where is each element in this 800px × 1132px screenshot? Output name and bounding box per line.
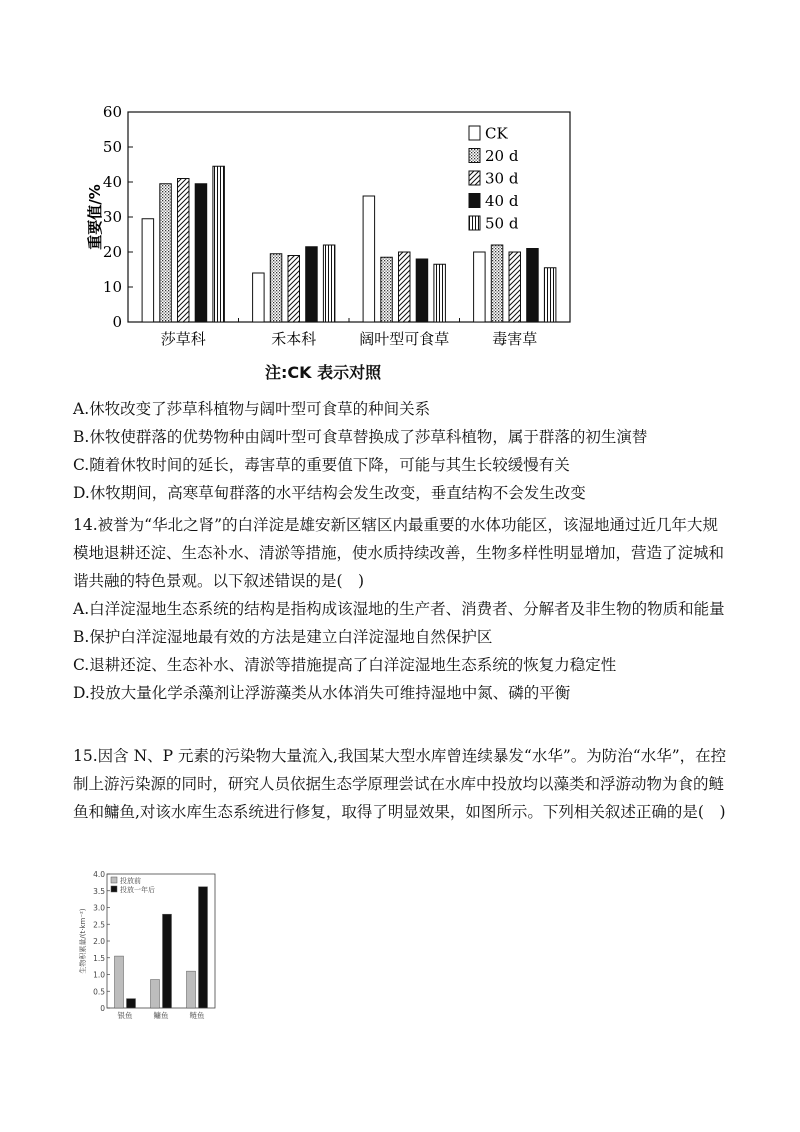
bar-银鱼-投放一年后 [127, 999, 136, 1008]
y-tick-label-2: 0 [100, 1004, 105, 1013]
legend-label: 30 d [485, 169, 519, 188]
option-d: D.休牧期间，高寒草甸群落的水平结构会发生改变，垂直结构不会发生改变 [73, 484, 586, 502]
bar-莎草科-30d [178, 179, 190, 323]
x-tick-label: 禾本科 [271, 330, 317, 348]
y-tick-label: 40 [102, 173, 122, 191]
q14-option-a: A.白洋淀湿地生态系统的结构是指构成该湿地的生产者、消费者、分解者及非生物的物质和能量 [73, 600, 725, 618]
bar-莎草科-50d [213, 166, 225, 322]
legend-label-2: 投放前 [120, 877, 141, 885]
bar-毒害草-50d [544, 268, 556, 322]
bar-鳙鱼-投放一年后 [163, 914, 172, 1008]
bar-莎草科-20d [160, 184, 172, 322]
importance-value-bar-chart [60, 95, 600, 357]
legend-swatch [469, 171, 480, 185]
bar-阔叶型可食草-40d [416, 259, 428, 322]
y-tick-label-2: 3.5 [93, 886, 105, 896]
y-axis-label: 重要值/% [86, 184, 104, 250]
legend-swatch-2 [111, 886, 117, 892]
y-tick-label-2: 0.5 [93, 987, 105, 997]
bar-禾本科-40d [306, 247, 318, 322]
chart-note: 注:CK 表示对照 [265, 363, 382, 382]
legend-swatch [469, 194, 480, 208]
legend-swatch [469, 126, 480, 140]
bar-毒害草-40d [527, 249, 539, 323]
bar-毒害草-20d [491, 245, 503, 322]
question-15 [73, 742, 733, 826]
y-tick-label: 30 [102, 208, 122, 226]
legend-label: 20 d [485, 147, 519, 165]
x-tick-label: 毒害草 [492, 330, 538, 348]
y-tick-label-2: 3.0 [93, 903, 105, 913]
legend-label-2: 投放一年后 [120, 886, 155, 894]
bar-鲢鱼-投放一年后 [199, 887, 208, 1008]
y-tick-label: 20 [102, 243, 122, 261]
y-tick-label-2: 4.0 [93, 870, 105, 879]
y-tick-label-2: 2.5 [93, 920, 105, 930]
bar-毒害草-CK [474, 252, 486, 322]
legend-swatch-2 [111, 877, 117, 883]
legend-label: 50 d [485, 214, 519, 233]
q14-option-d: D.投放大量化学杀藻剂让浮游藻类从水体消失可维持湿地中氮、磷的平衡 [73, 684, 571, 702]
bar-毒害草-30d [509, 252, 521, 322]
bar-禾本科-CK [253, 273, 265, 322]
q15-stem: 15.因含 N、P 元素的污染物大量流入,我国某大型水库曾连续暴发“水华”。为防治“水华”，在控制上游污染源的同时，研究人员依据生态学原理尝试在水库中投放均以藻类和浮游动物为食的鲢鱼和鳙鱼,对该水库生态系统进行修复，取得了明显效果，如图所示。下列相关叙述正确的是( ) [73, 747, 727, 821]
q13-options [73, 395, 733, 507]
x-tick-label-2: 银鱼 [117, 1011, 133, 1020]
y-tick-label: 50 [102, 138, 122, 156]
q14-option-c: C.退耕还淀、生态补水、清淤等措施提高了白洋淀湿地生态系统的恢复力稳定性 [73, 656, 617, 674]
y-tick-label: 60 [102, 103, 122, 121]
x-tick-label-2: 鲢鱼 [189, 1011, 205, 1020]
fish-biomass-bar-chart [75, 868, 225, 1028]
bar-阔叶型可食草-30d [399, 252, 411, 322]
bar-禾本科-30d [288, 256, 300, 323]
bar-阔叶型可食草-50d [434, 264, 446, 322]
y-tick-label: 0 [112, 313, 122, 331]
bar-鲢鱼-投放前 [187, 971, 196, 1008]
bar-阔叶型可食草-20d [381, 257, 393, 322]
bar-禾本科-20d [270, 254, 282, 322]
q14-stem: 14.被誉为“华北之肾”的白洋淀是雄安新区辖区内最重要的水体功能区，该湿地通过近几年大规模地退耕还淀、生态补水、清淤等措施，使水质持续改善，生物多样性明显增加，营造了淀城和谐共融的特色景观。以下叙述错误的是( ) [73, 516, 725, 590]
legend-swatch [469, 149, 480, 163]
x-tick-label: 阔叶型可食草 [359, 330, 450, 348]
bar-莎草科-40d [195, 184, 207, 322]
option-a: A.休牧改变了莎草科植物与阔叶型可食草的种间关系 [73, 400, 431, 418]
option-b: B.休牧使群落的优势物种由阔叶型可食草替换成了莎草科植物，属于群落的初生演替 [73, 428, 648, 446]
legend-label: CK [485, 124, 508, 143]
legend-swatch [469, 216, 480, 230]
y-tick-label-2: 2.0 [93, 937, 105, 946]
legend-label: 40 d [485, 192, 519, 210]
bar-禾本科-50d [323, 245, 335, 322]
bar-阔叶型可食草-CK [363, 196, 375, 322]
bar-鳙鱼-投放前 [151, 980, 160, 1008]
y-tick-label-2: 1.0 [93, 970, 105, 980]
question-14 [73, 511, 733, 707]
y-tick-label-2: 1.5 [93, 953, 105, 963]
bar-莎草科-CK [142, 219, 154, 322]
option-c: C.随着休牧时间的延长，毒害草的重要值下降，可能与其生长较缓慢有关 [73, 456, 570, 474]
y-axis-label-2: 生物积累量/(t·km⁻²) [79, 908, 87, 974]
x-tick-label: 莎草科 [160, 330, 206, 348]
bar-银鱼-投放前 [115, 956, 124, 1008]
q14-option-b: B.保护白洋淀湿地最有效的方法是建立白洋淀湿地自然保护区 [73, 628, 493, 646]
x-tick-label-2: 鳙鱼 [153, 1011, 169, 1020]
y-tick-label: 10 [102, 278, 122, 296]
